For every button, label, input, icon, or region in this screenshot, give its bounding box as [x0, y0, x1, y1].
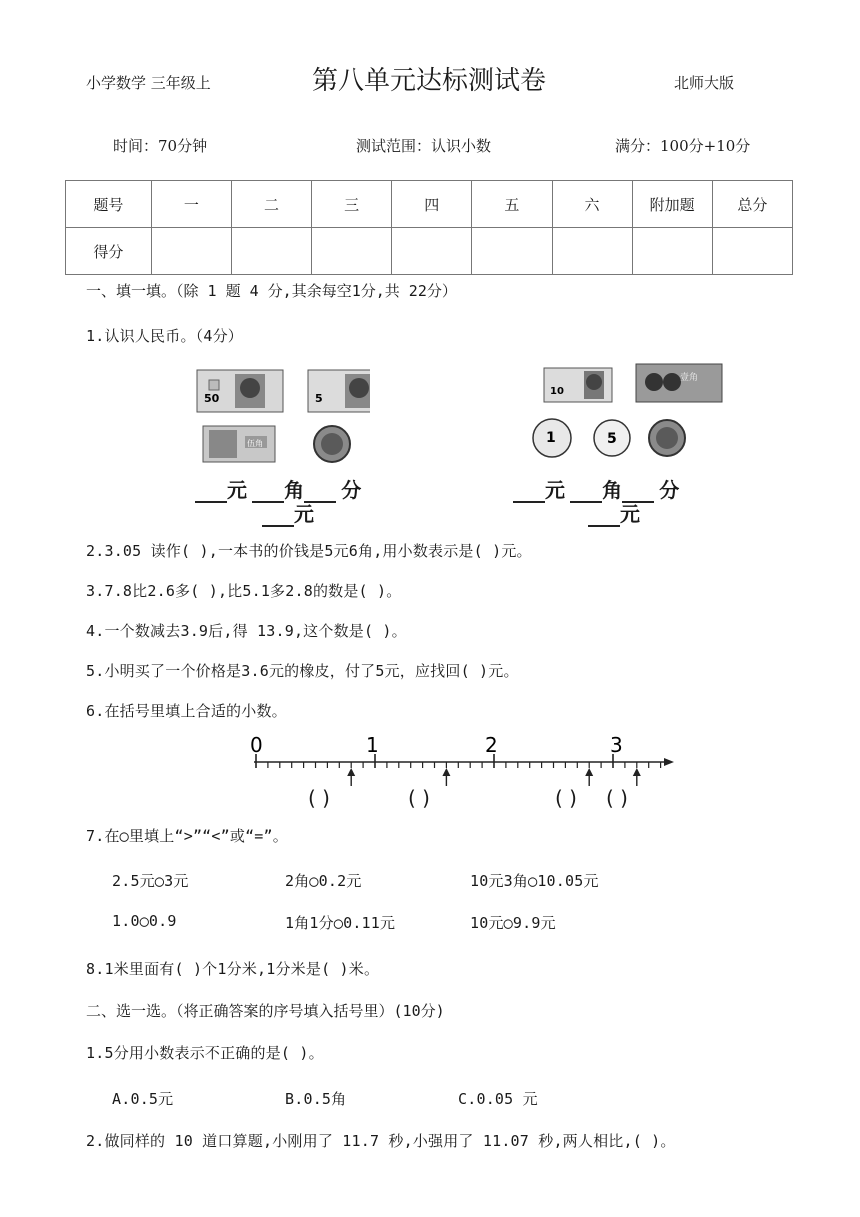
money-total-left [262, 498, 314, 527]
answer-blank[interactable] [588, 507, 620, 527]
compare-item[interactable]: 10元3角◯10.05元 [470, 872, 599, 890]
section-1-title: 一、填一填。（除 1 题 4 分,其余每空1分,共 22分） [86, 282, 457, 300]
compare-item[interactable]: 10元◯9.9元 [470, 914, 556, 932]
score-table-cell: 六 [552, 181, 632, 228]
banknote-5-jiao-icon [203, 426, 275, 462]
option-c[interactable]: C.0.05 元 [458, 1090, 538, 1108]
question-1-8: 8.1米里面有( )个1分米,1分米是( )米。 [86, 960, 380, 978]
unit-yuan: 元 [620, 502, 640, 526]
number-line-arrows [347, 768, 641, 786]
coin-icon [649, 420, 685, 456]
arrow-head-icon [664, 758, 674, 766]
score-table-header-row [66, 181, 793, 228]
note-value: 壹角 [680, 373, 699, 383]
score-input-cell[interactable] [552, 228, 632, 275]
page-title: 第八单元达标测试卷 [312, 66, 547, 96]
unit-fen: 分 [659, 478, 680, 502]
banknote-5-icon [308, 370, 370, 412]
up-arrow-icon [633, 768, 641, 786]
answer-blank[interactable] [513, 483, 545, 503]
score-table-cell: 四 [392, 181, 472, 228]
up-arrow-icon [585, 768, 593, 786]
question-1-6: 6.在括号里填上合适的小数。 [86, 702, 287, 720]
score-table-cell: 总分 [712, 181, 792, 228]
question-1-3: 3.7.8比2.6多( ),比5.1多2.8的数是( )。 [86, 582, 402, 600]
score-input-cell[interactable] [712, 228, 792, 275]
score-table [65, 180, 793, 275]
question-1-2: 2.3.05 读作( ),一本书的价钱是5元6角,用小数表示是( )元。 [86, 542, 532, 560]
unit-yuan: 元 [294, 502, 314, 526]
banknote-10-icon [544, 368, 612, 402]
score-input-cell[interactable] [392, 228, 472, 275]
score-input-cell[interactable] [632, 228, 712, 275]
coin-value: 1 [546, 430, 556, 446]
score-table-cell: 附加题 [632, 181, 712, 228]
unit-jiao: 角 [284, 478, 305, 502]
coin-1-jiao-icon [533, 419, 571, 457]
compare-item[interactable]: 2角◯0.2元 [285, 872, 362, 890]
number-line-ticks [256, 754, 661, 768]
time-label: 时间：70分钟 [113, 137, 208, 155]
axis-label: 1 [366, 733, 379, 757]
question-1-1: 1.认识人民币。（4分） [86, 327, 243, 345]
score-table-cell: 三 [312, 181, 392, 228]
axis-label: 2 [485, 733, 498, 757]
score-input-cell[interactable] [472, 228, 552, 275]
full-score-label: 满分：100分+10分 [615, 137, 751, 155]
number-line-answer-1[interactable]: ( ) [308, 786, 330, 810]
score-input-cell[interactable] [151, 228, 231, 275]
money-total-right [588, 498, 640, 527]
axis-label: 0 [250, 733, 263, 757]
score-table-score-row [66, 228, 793, 275]
option-b[interactable]: B.0.5角 [285, 1090, 347, 1108]
money-group-right [530, 362, 730, 462]
question-1-7: 7.在◯里填上“>”“<”或“=”。 [86, 827, 288, 845]
up-arrow-icon [442, 768, 450, 786]
up-arrow-icon [347, 768, 355, 786]
unit-jiao: 角 [602, 478, 623, 502]
unit-yuan: 元 [545, 478, 565, 502]
note-value: 50 [204, 392, 220, 405]
number-line-answer-3[interactable]: ( ) [555, 786, 577, 810]
compare-item[interactable]: 1角1分◯0.11元 [285, 914, 396, 932]
coin-5-jiao-icon [594, 420, 630, 456]
score-input-cell[interactable] [312, 228, 392, 275]
number-line-answer-4[interactable]: ( ) [606, 786, 628, 810]
section-2-title: 二、选一选。（将正确答案的序号填入括号里）(10分) [86, 1002, 445, 1020]
score-table-cell: 得分 [66, 228, 152, 275]
score-table-cell: 五 [472, 181, 552, 228]
coin-value: 5 [607, 431, 617, 447]
unit-yuan: 元 [227, 478, 247, 502]
score-table-cell: 一 [151, 181, 231, 228]
scope-label: 测试范围：认识小数 [356, 137, 492, 155]
question-1-5: 5.小明买了一个价格是3.6元的橡皮，付了5元，应找回( )元。 [86, 662, 519, 680]
note-value: 10 [550, 386, 564, 397]
compare-item[interactable]: 1.0◯0.9 [112, 912, 177, 930]
question-2-2: 2.做同样的 10 道口算题,小刚用了 11.7 秒,小强用了 11.07 秒,两人相比,( )。 [86, 1132, 676, 1150]
subject-label: 小学数学 三年级上 [86, 74, 211, 92]
banknote-50-icon [197, 370, 283, 412]
unit-fen: 分 [341, 478, 362, 502]
answer-blank[interactable] [195, 483, 227, 503]
edition-label: 北师大版 [674, 74, 735, 92]
answer-blank[interactable] [262, 507, 294, 527]
axis-label: 3 [610, 733, 623, 757]
question-1-4: 4.一个数减去3.9后,得 13.9,这个数是( )。 [86, 622, 407, 640]
money-group-left [195, 368, 370, 468]
score-input-cell[interactable] [232, 228, 312, 275]
number-line-answer-2[interactable]: ( ) [408, 786, 430, 810]
question-2-1: 1.5分用小数表示不正确的是( )。 [86, 1044, 324, 1062]
compare-item[interactable]: 2.5元◯3元 [112, 872, 189, 890]
note-value: 伍角 [247, 439, 263, 448]
banknote-1-jiao-icon [636, 364, 722, 402]
score-table-cell: 二 [232, 181, 312, 228]
option-a[interactable]: A.0.5元 [112, 1090, 174, 1108]
coin-icon [314, 426, 350, 462]
note-value: 5 [315, 392, 323, 405]
score-table-cell: 题号 [66, 181, 152, 228]
